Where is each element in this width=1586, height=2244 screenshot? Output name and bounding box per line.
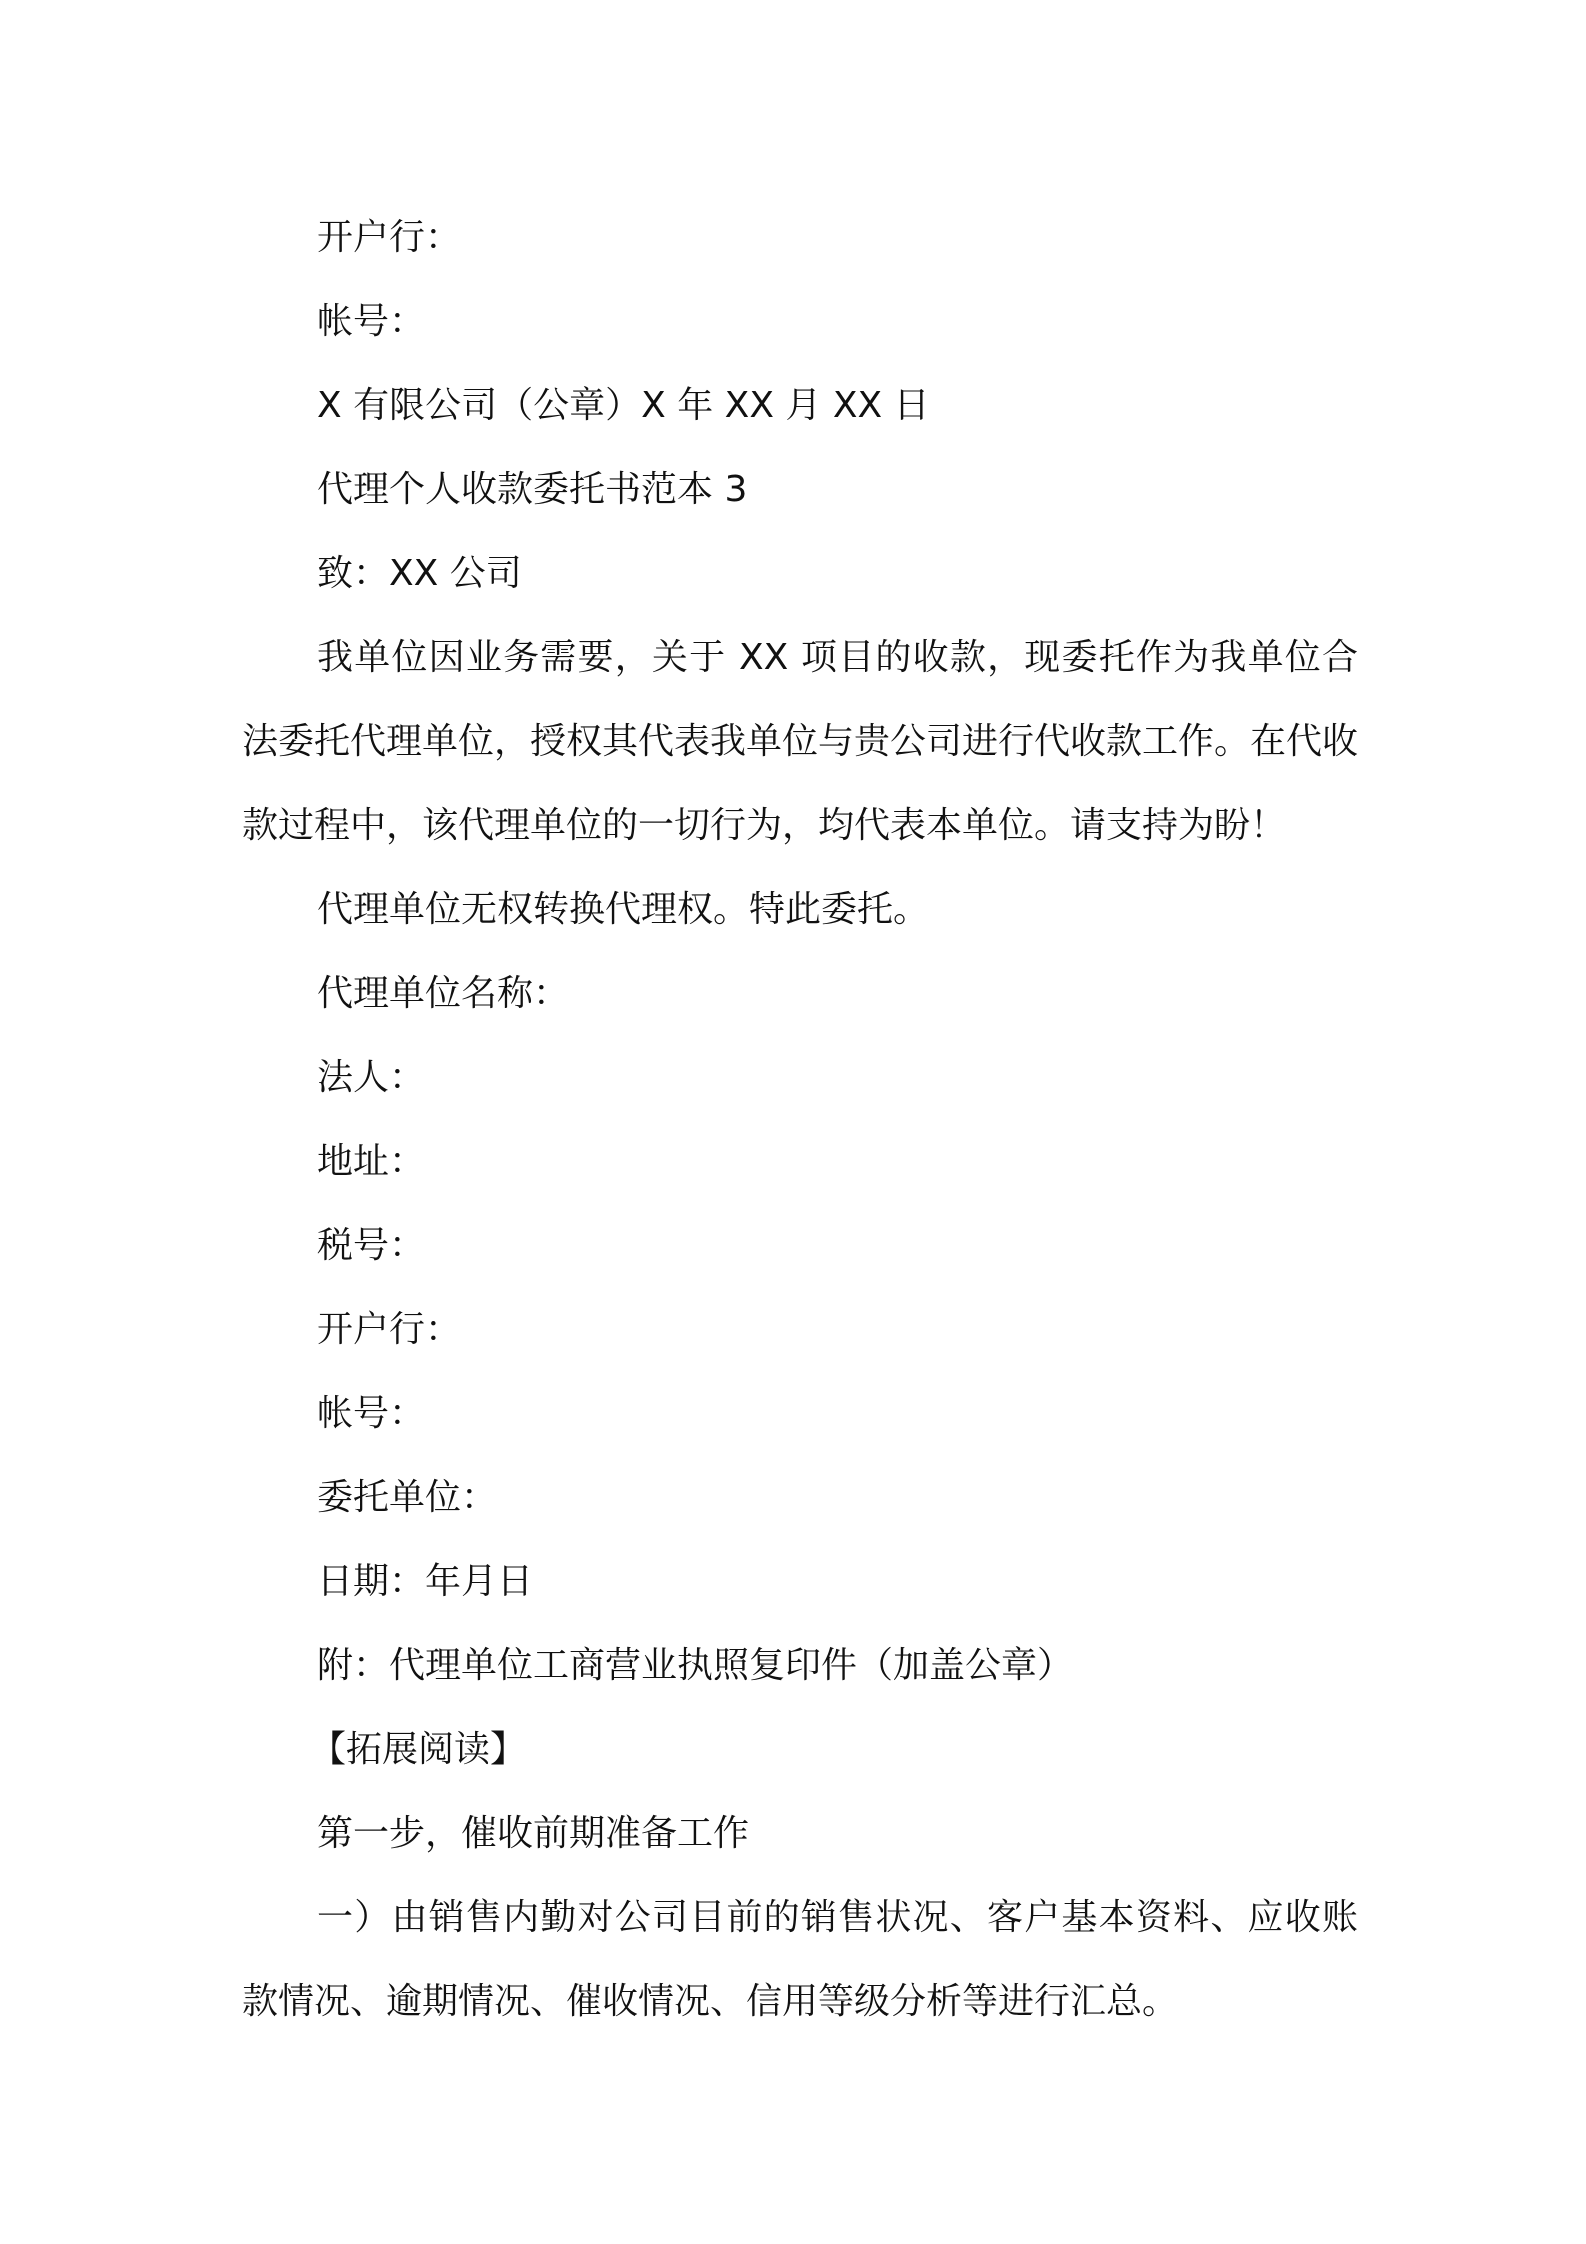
document-body	[242, 196, 1358, 2044]
agent-name-label: 代理单位名称：	[317, 973, 570, 1014]
address-label: 地址：	[317, 1141, 426, 1182]
attachment-note: 附：代理单位工商营业执照复印件（加盖公章）	[317, 1645, 1074, 1686]
account-label: 帐号：	[317, 301, 426, 342]
date-label: 日期：年月日	[317, 1561, 534, 1602]
extended-reading-heading: 【拓展阅读】	[310, 1729, 527, 1770]
body-paragraph: 我单位因业务需要，关于 XX 项目的收款，现委托作为我单位合法委托代理单位，授权其代表我单位与贵公司进行代收款工作。在代收款过程中，该代理单位的一切行为，均代表本单位。请支持为盼！	[242, 637, 1359, 846]
no-transfer-statement: 代理单位无权转换代理权。特此委托。	[317, 889, 930, 930]
step-one-paragraph: 一）由销售内勤对公司目前的销售状况、客户基本资料、应收账款情况、逾期情况、催收情况、信用等级分析等进行汇总。	[242, 1897, 1358, 2022]
account-label-2: 帐号：	[317, 1393, 426, 1434]
principal-label: 委托单位：	[317, 1477, 498, 1518]
company-seal-date: X 有限公司（公章）X 年 XX 月 XX 日	[317, 385, 930, 426]
step-one-heading: 第一步，催收前期准备工作	[317, 1813, 750, 1854]
template-title: 代理个人收款委托书范本 3	[317, 469, 748, 510]
bank-label: 开户行：	[317, 217, 462, 258]
tax-number-label: 税号：	[317, 1225, 426, 1266]
recipient-line: 致：XX 公司	[317, 553, 522, 594]
bank-label-2: 开户行：	[317, 1309, 462, 1350]
legal-person-label: 法人：	[317, 1057, 426, 1098]
